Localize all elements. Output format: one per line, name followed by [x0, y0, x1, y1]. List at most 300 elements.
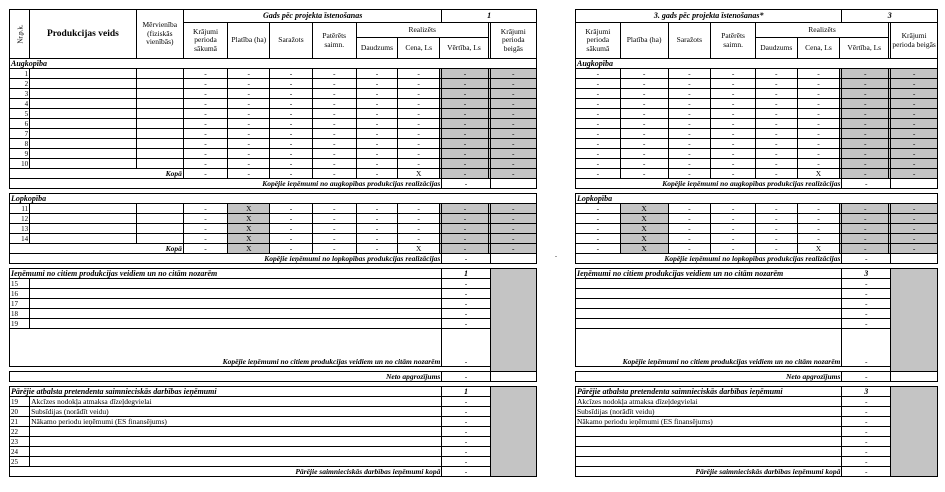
price-value[interactable]: -	[797, 119, 840, 129]
area-not-applicable: X	[228, 214, 270, 224]
row-number: 9	[10, 149, 30, 159]
stock-end-value: -	[490, 89, 536, 99]
harvested-value[interactable]: -	[668, 234, 711, 244]
area-value[interactable]: -	[228, 69, 270, 79]
quantity-value[interactable]: -	[356, 99, 397, 109]
description-field[interactable]	[30, 299, 442, 309]
consumed-value[interactable]: -	[312, 139, 356, 149]
price-value[interactable]: -	[398, 79, 440, 89]
stock-start-header: Krājumi perioda sākumā	[576, 23, 621, 59]
price-value[interactable]: -	[398, 234, 440, 244]
table-row	[10, 299, 537, 309]
harvested-value[interactable]: -	[270, 234, 312, 244]
price-value[interactable]: -	[797, 99, 840, 109]
other-income-total-label: Pārējie saimnieciskās darbības ieņēmumi kopā	[10, 467, 442, 477]
table-row	[576, 437, 938, 447]
price-value[interactable]: -	[797, 129, 840, 139]
stock-start-value[interactable]: -	[576, 119, 621, 129]
harvested-value[interactable]: -	[270, 159, 312, 169]
quantity-value[interactable]: -	[356, 234, 397, 244]
price-value[interactable]: -	[398, 214, 440, 224]
row-number: 19	[10, 319, 30, 329]
quantity-value[interactable]: -	[356, 139, 397, 149]
income-item-label[interactable]	[30, 447, 442, 457]
area-value[interactable]: -	[228, 109, 270, 119]
harvested-value[interactable]: -	[668, 119, 711, 129]
stock-start-value: -	[183, 244, 227, 254]
total-row	[10, 244, 537, 254]
quantity-value[interactable]: -	[356, 89, 397, 99]
quantity-value[interactable]: -	[356, 159, 397, 169]
harvested-header: Saražots	[270, 23, 312, 59]
quantity-value[interactable]: -	[755, 139, 797, 149]
price-value[interactable]: -	[797, 204, 840, 214]
amount-field[interactable]: -	[442, 417, 490, 427]
harvested-value[interactable]: -	[668, 79, 711, 89]
harvested-value[interactable]: -	[270, 214, 312, 224]
price-value[interactable]: -	[398, 204, 440, 214]
area-value[interactable]: -	[228, 99, 270, 109]
income-item-label[interactable]: Nākamo periodu ieņēmumi (ES finansējums)	[30, 417, 442, 427]
stock-start-value[interactable]: -	[576, 109, 621, 119]
price-value[interactable]: -	[797, 149, 840, 159]
amount-field[interactable]: -	[842, 289, 891, 299]
area-value[interactable]: -	[620, 89, 668, 99]
stock-start-value[interactable]: -	[576, 234, 621, 244]
unit-field[interactable]	[136, 139, 183, 149]
sold-value: -	[842, 159, 889, 169]
harvested-value[interactable]: -	[668, 204, 711, 214]
harvested-value[interactable]: -	[668, 69, 711, 79]
area-value[interactable]: -	[620, 79, 668, 89]
stock-end-value: -	[490, 119, 536, 129]
harvested-value[interactable]: -	[668, 159, 711, 169]
stock-start-value: -	[576, 169, 621, 179]
price-value[interactable]: -	[398, 159, 440, 169]
price-value[interactable]: -	[398, 139, 440, 149]
unit-field[interactable]	[136, 234, 183, 244]
product-name-field[interactable]	[30, 214, 137, 224]
sold-value: -	[842, 109, 889, 119]
area-value[interactable]: -	[620, 149, 668, 159]
quantity-value[interactable]: -	[755, 149, 797, 159]
price-not-applicable: X	[797, 169, 840, 179]
price-value[interactable]: -	[797, 139, 840, 149]
description-field[interactable]	[30, 319, 442, 329]
quantity-value[interactable]: -	[356, 224, 397, 234]
header-row	[576, 10, 938, 23]
consumed-value[interactable]: -	[711, 89, 756, 99]
stock-start-value[interactable]: -	[183, 139, 227, 149]
consumed-value[interactable]: -	[312, 99, 356, 109]
quantity-value[interactable]: -	[755, 234, 797, 244]
consumed-value[interactable]: -	[711, 129, 756, 139]
description-field[interactable]	[576, 299, 842, 309]
product-name-field[interactable]	[30, 129, 137, 139]
table-row	[10, 159, 537, 169]
stock-start-value[interactable]: -	[576, 69, 621, 79]
quantity-value[interactable]: -	[356, 149, 397, 159]
quantity-value[interactable]: -	[755, 99, 797, 109]
description-field[interactable]	[30, 309, 442, 319]
amount-field[interactable]: -	[442, 319, 490, 329]
consumed-value[interactable]: -	[312, 69, 356, 79]
unit-field[interactable]	[136, 204, 183, 214]
row-number: 2	[10, 79, 30, 89]
product-name-field[interactable]	[30, 79, 137, 89]
sold-value: -	[442, 69, 488, 79]
harvested-value[interactable]: -	[270, 109, 312, 119]
income-item-label[interactable]: Akcīzes nodokļa atmaksa dīzeļdegvielai	[30, 397, 442, 407]
quantity-value[interactable]: -	[755, 129, 797, 139]
stock-start-value[interactable]: -	[576, 204, 621, 214]
harvested-value[interactable]: -	[270, 224, 312, 234]
amount-field[interactable]: -	[442, 299, 490, 309]
consumed-value[interactable]: -	[711, 79, 756, 89]
harvested-value[interactable]: -	[270, 149, 312, 159]
area-value[interactable]: -	[620, 69, 668, 79]
consumed-value[interactable]: -	[711, 109, 756, 119]
sold-value: -	[842, 244, 889, 254]
stock-start-value[interactable]: -	[183, 204, 227, 214]
area-value[interactable]: -	[620, 139, 668, 149]
income-item-label[interactable]: Subsīdijas (norādīt veidu)	[576, 407, 842, 417]
amount-field[interactable]: -	[842, 407, 891, 417]
table-row	[576, 69, 938, 79]
income-row	[576, 179, 938, 189]
description-field[interactable]	[576, 279, 842, 289]
stock-start-value[interactable]: -	[576, 159, 621, 169]
stock-start-value[interactable]: -	[183, 224, 227, 234]
stock-start-value[interactable]: -	[183, 119, 227, 129]
area-not-applicable: X	[620, 204, 668, 214]
price-value[interactable]: -	[797, 224, 840, 234]
price-value[interactable]: -	[797, 69, 840, 79]
product-name-field[interactable]	[30, 149, 137, 159]
stock-end-value: -	[891, 99, 938, 109]
stock-start-value[interactable]: -	[183, 159, 227, 169]
description-field[interactable]	[576, 289, 842, 299]
harvested-value[interactable]: -	[668, 109, 711, 119]
unit-field[interactable]	[136, 99, 183, 109]
consumed-value[interactable]: -	[312, 224, 356, 234]
consumed-value[interactable]: -	[711, 204, 756, 214]
income-value: -	[442, 179, 490, 189]
product-name-field[interactable]	[30, 159, 137, 169]
unit-field[interactable]	[136, 109, 183, 119]
income-item-label[interactable]	[576, 437, 842, 447]
quantity-value[interactable]: -	[356, 129, 397, 139]
consumed-value[interactable]: -	[312, 79, 356, 89]
area-value[interactable]: -	[228, 89, 270, 99]
price-value[interactable]: -	[797, 159, 840, 169]
price-value[interactable]: -	[398, 149, 440, 159]
unit-field[interactable]	[136, 89, 183, 99]
income-label: Kopējie ieņēmumi no lopkopības produkcijas realizācijas	[10, 254, 442, 264]
unit-field[interactable]	[136, 159, 183, 169]
other-products-section-title: Ieņēmumi no citiem produkcijas veidiem un no citām nozarēm	[10, 269, 442, 279]
stock-start-value[interactable]: -	[183, 129, 227, 139]
table-row	[576, 279, 938, 289]
quantity-value[interactable]: -	[356, 69, 397, 79]
price-header: Cena, Ls	[797, 38, 840, 59]
income-item-label[interactable]	[30, 427, 442, 437]
row-number: 5	[10, 109, 30, 119]
harvested-value[interactable]: -	[270, 99, 312, 109]
description-field[interactable]	[30, 289, 442, 299]
consumed-value[interactable]: -	[312, 204, 356, 214]
stock-start-value[interactable]: -	[183, 234, 227, 244]
left-sheet	[9, 9, 537, 477]
unit-field[interactable]	[136, 79, 183, 89]
unit-field[interactable]	[136, 149, 183, 159]
quantity-value[interactable]: -	[755, 69, 797, 79]
amount-field[interactable]: -	[842, 397, 891, 407]
sold-value: -	[442, 79, 488, 89]
income-item-label[interactable]	[576, 427, 842, 437]
consumed-value[interactable]: -	[711, 69, 756, 79]
amount-field[interactable]: -	[842, 309, 891, 319]
amount-field[interactable]: -	[842, 427, 891, 437]
income-item-label[interactable]: Nākamo periodu ieņēmumi (ES finansējums)	[576, 417, 842, 427]
stock-end-value: -	[490, 169, 536, 179]
stock-start-value[interactable]: -	[576, 99, 621, 109]
harvested-value[interactable]: -	[668, 129, 711, 139]
description-field[interactable]	[576, 319, 842, 329]
amount-field[interactable]: -	[842, 457, 891, 467]
stock-end-value: -	[891, 79, 938, 89]
amount-field[interactable]: -	[842, 417, 891, 427]
harvested-value: -	[668, 244, 711, 254]
consumed-value[interactable]: -	[312, 109, 356, 119]
quantity-value[interactable]: -	[755, 109, 797, 119]
stock-start-value[interactable]: -	[183, 69, 227, 79]
harvested-value[interactable]: -	[668, 224, 711, 234]
price-value[interactable]: -	[398, 119, 440, 129]
amount-field[interactable]: -	[442, 407, 490, 417]
product-name-field[interactable]	[30, 119, 137, 129]
quantity-value[interactable]: -	[755, 204, 797, 214]
quantity-value[interactable]: -	[755, 119, 797, 129]
amount-field[interactable]: -	[842, 299, 891, 309]
price-value[interactable]: -	[398, 224, 440, 234]
stock-start-value[interactable]: -	[183, 109, 227, 119]
product-name-field[interactable]	[30, 69, 137, 79]
product-name-field[interactable]	[30, 234, 137, 244]
harvested-value[interactable]: -	[270, 69, 312, 79]
income-label: Kopējie ieņēmumi no lopkopības produkcijas realizācijas	[576, 254, 842, 264]
product-name-field[interactable]	[30, 109, 137, 119]
area-value[interactable]: -	[620, 119, 668, 129]
description-field[interactable]	[576, 309, 842, 319]
price-value[interactable]: -	[797, 214, 840, 224]
consumed-value[interactable]: -	[711, 119, 756, 129]
net-turnover-value: -	[842, 372, 891, 382]
row-number: 7	[10, 129, 30, 139]
price-value[interactable]: -	[797, 79, 840, 89]
stock-start-value[interactable]: -	[576, 129, 621, 139]
amount-field[interactable]: -	[842, 279, 891, 289]
harvested-value[interactable]: -	[270, 89, 312, 99]
table-row	[10, 309, 537, 319]
amount-field[interactable]: -	[442, 437, 490, 447]
stock-start-value[interactable]: -	[183, 79, 227, 89]
consumed-value[interactable]: -	[711, 224, 756, 234]
consumed-value[interactable]: -	[711, 149, 756, 159]
amount-field[interactable]: -	[442, 457, 490, 467]
area-value[interactable]: -	[620, 159, 668, 169]
price-value[interactable]: -	[398, 99, 440, 109]
consumed-value[interactable]: -	[312, 149, 356, 159]
total-row	[576, 169, 938, 179]
shaded-column	[891, 387, 938, 477]
consumed-value[interactable]: -	[711, 99, 756, 109]
harvested-value[interactable]: -	[668, 149, 711, 159]
quantity-value[interactable]: -	[356, 214, 397, 224]
harvested-value[interactable]: -	[668, 99, 711, 109]
quantity-value: -	[356, 169, 397, 179]
harvested-value[interactable]: -	[270, 204, 312, 214]
consumed-value[interactable]: -	[711, 234, 756, 244]
amount-field[interactable]: -	[842, 437, 891, 447]
income-item-label[interactable]	[576, 447, 842, 457]
quantity-value[interactable]: -	[755, 224, 797, 234]
stock-start-value[interactable]: -	[183, 89, 227, 99]
consumed-value[interactable]: -	[711, 214, 756, 224]
area-value[interactable]: -	[620, 129, 668, 139]
consumed-value[interactable]: -	[312, 89, 356, 99]
stock-start-value[interactable]: -	[576, 149, 621, 159]
quantity-value[interactable]: -	[755, 89, 797, 99]
sold-value: -	[842, 224, 889, 234]
stock-start-header: Krājumi perioda sākumā	[183, 23, 227, 59]
stock-end-value: -	[490, 244, 536, 254]
quantity-value[interactable]: -	[356, 204, 397, 214]
product-name-field[interactable]	[30, 204, 137, 214]
income-item-label[interactable]: Akcīzes nodokļa atmaksa dīzeļdegvielai	[576, 397, 842, 407]
right-sheet	[575, 9, 938, 477]
stock-start-value[interactable]: -	[576, 139, 621, 149]
table-row	[576, 119, 938, 129]
unit-field[interactable]	[136, 119, 183, 129]
consumed-value[interactable]: -	[312, 119, 356, 129]
price-value[interactable]: -	[398, 89, 440, 99]
amount-field[interactable]: -	[442, 427, 490, 437]
amount-field[interactable]: -	[842, 447, 891, 457]
quantity-value[interactable]: -	[356, 119, 397, 129]
amount-field[interactable]: -	[442, 447, 490, 457]
table-row	[10, 214, 537, 224]
harvested-value[interactable]: -	[270, 119, 312, 129]
amount-field[interactable]: -	[842, 319, 891, 329]
area-value[interactable]: -	[228, 129, 270, 139]
amount-field[interactable]: -	[442, 309, 490, 319]
unit-field[interactable]	[136, 224, 183, 234]
unit-field[interactable]	[136, 129, 183, 139]
stock-end-value: -	[891, 69, 938, 79]
consumed-value[interactable]: -	[312, 129, 356, 139]
price-value[interactable]: -	[797, 234, 840, 244]
price-value[interactable]: -	[398, 129, 440, 139]
price-value[interactable]: -	[398, 109, 440, 119]
harvested-value[interactable]: -	[270, 139, 312, 149]
sold-value: -	[442, 159, 488, 169]
shaded-column	[490, 387, 536, 477]
amount-field[interactable]: -	[442, 279, 490, 289]
stock-start-value[interactable]: -	[576, 214, 621, 224]
price-value[interactable]: -	[797, 89, 840, 99]
harvested-value[interactable]: -	[270, 129, 312, 139]
area-value[interactable]: -	[620, 109, 668, 119]
area-value[interactable]: -	[620, 99, 668, 109]
table-row	[10, 437, 537, 447]
amount-field[interactable]: -	[442, 289, 490, 299]
amount-field[interactable]: -	[442, 397, 490, 407]
consumed-value[interactable]: -	[711, 159, 756, 169]
consumed-value[interactable]: -	[312, 234, 356, 244]
stock-end-value: -	[891, 89, 938, 99]
harvested-value[interactable]: -	[668, 89, 711, 99]
sold-value: -	[842, 169, 889, 179]
income-item-label[interactable]	[576, 457, 842, 467]
area-value[interactable]: -	[228, 159, 270, 169]
table-row	[10, 457, 537, 467]
consumed-value: -	[711, 244, 756, 254]
stock-start-value[interactable]: -	[576, 89, 621, 99]
area-value[interactable]: -	[228, 149, 270, 159]
harvested-value[interactable]: -	[668, 139, 711, 149]
stock-start-value[interactable]: -	[576, 79, 621, 89]
income-item-label[interactable]: Subsīdijas (norādīt veidu)	[30, 407, 442, 417]
stock-end-value: -	[891, 234, 938, 244]
product-name-field[interactable]	[30, 89, 137, 99]
harvested-value[interactable]: -	[668, 214, 711, 224]
stock-start-value[interactable]: -	[183, 149, 227, 159]
nr-label	[10, 10, 30, 59]
area-value[interactable]: -	[228, 79, 270, 89]
consumed-value[interactable]: -	[312, 159, 356, 169]
income-item-label[interactable]	[30, 437, 442, 447]
period-year: 3	[842, 10, 938, 23]
quantity-value[interactable]: -	[755, 159, 797, 169]
stock-start-value[interactable]: -	[183, 214, 227, 224]
description-field[interactable]	[30, 279, 442, 289]
area-value: -	[620, 169, 668, 179]
product-name-field[interactable]	[30, 99, 137, 109]
price-value[interactable]: -	[398, 69, 440, 79]
area-value[interactable]: -	[228, 119, 270, 129]
other-income-total-value: -	[842, 467, 891, 477]
consumed-value[interactable]: -	[711, 139, 756, 149]
quantity-value[interactable]: -	[356, 79, 397, 89]
unit-field[interactable]	[136, 69, 183, 79]
product-name-field[interactable]	[30, 139, 137, 149]
consumed-value[interactable]: -	[312, 214, 356, 224]
stock-start-value[interactable]: -	[576, 224, 621, 234]
row-number: 19	[10, 397, 30, 407]
quantity-value[interactable]: -	[356, 109, 397, 119]
product-name-field[interactable]	[30, 224, 137, 234]
unit-header: Mērvienība (fiziskās vienībās)	[136, 10, 183, 59]
unit-field[interactable]	[136, 214, 183, 224]
quantity-value[interactable]: -	[755, 214, 797, 224]
income-item-label[interactable]	[30, 457, 442, 467]
stock-start-value[interactable]: -	[183, 99, 227, 109]
area-value[interactable]: -	[228, 139, 270, 149]
quantity-value[interactable]: -	[755, 79, 797, 89]
harvested-value[interactable]: -	[270, 79, 312, 89]
price-value[interactable]: -	[797, 109, 840, 119]
